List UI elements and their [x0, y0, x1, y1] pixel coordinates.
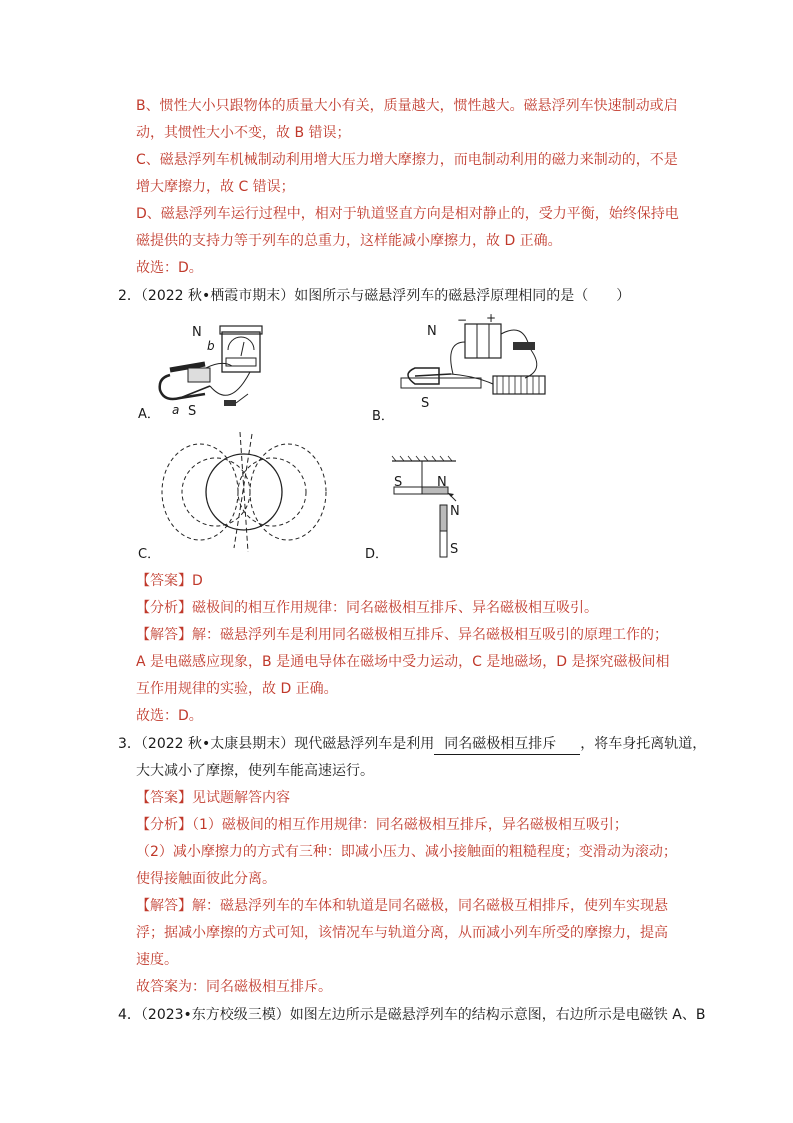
- q3-analysis-line-2: （2）减小摩擦力的方式有三种：即减小压力、减小接触面的粗糙程度；变滑动为滚动；: [136, 844, 677, 860]
- answer-tag: 【答案】: [136, 573, 192, 589]
- q3-stem-pre: 3．（2022 秋•太康县期末）现代磁悬浮列车是利用: [118, 736, 435, 752]
- question-2-stem: 2．（2022 秋•栖霞市期末）如图所示与磁悬浮列车的磁悬浮原理相同的是（ ）: [118, 288, 631, 304]
- question-3-stem-line-2: 大大减小了摩擦，使列车能高速运行。: [136, 763, 374, 779]
- answer-tag: 【答案】: [136, 790, 192, 806]
- analysis-tag: 【分析】: [136, 600, 192, 616]
- answer-value: 见试题解答内容: [192, 790, 290, 806]
- solution-text: 解：磁悬浮列车的车体和轨道是同名磁极，同名磁极互相排斥，使列车实现悬: [192, 898, 668, 914]
- question-3-stem: [118, 734, 706, 755]
- analysis-tag: 【分析】: [136, 817, 192, 833]
- q2-solution-line-3: 互作用规律的实验，故 D 正确。: [136, 681, 338, 697]
- figure-a-label-b: b: [207, 339, 215, 353]
- figure-b-plus: +: [486, 311, 497, 325]
- figure-d-bottom-n: N: [450, 504, 460, 519]
- figure-a-label-n: N: [192, 325, 202, 340]
- analysis-text: （1）磁极间的相互作用规律：同名磁极相互排斥，异名磁极相互吸引；: [192, 817, 628, 833]
- option-c-label: C．: [138, 547, 161, 562]
- q2-solution-line-2: A 是电磁感应现象，B 是通电导体在磁场中受力运动，C 是地磁场，D 是探究磁极间相: [136, 654, 670, 670]
- q3-solution-line-3: 速度。: [136, 952, 178, 968]
- q3-answer: [136, 788, 290, 808]
- figure-c-earth-magnetic-field: [160, 430, 328, 555]
- option-a-label: A．: [138, 407, 160, 422]
- solution-tag: 【解答】: [136, 898, 192, 914]
- figure-d-top-s: S: [394, 475, 403, 490]
- answer-value: D: [192, 573, 203, 589]
- figure-a-galvanometer-induction: [150, 320, 270, 415]
- q3-blank-answer: 同名磁极相互排斥: [434, 734, 580, 755]
- q3-final-answer: 故答案为：同名磁极相互排斥。: [136, 979, 332, 995]
- solution-text: 解：磁悬浮列车是利用同名磁极相互排斥、异名磁极相互吸引的原理工作的；: [192, 627, 668, 643]
- option-b-label: B．: [372, 409, 394, 424]
- figure-b-label-s: S: [421, 396, 430, 411]
- option-b-line-1: B、惯性大小只跟物体的质量大小有关，质量越大，惯性越大。磁悬浮列车快速制动或启: [136, 98, 678, 114]
- option-c-line-2: 增大摩擦力，故 C 错误；: [136, 179, 295, 195]
- figure-b-motor-principle: [395, 312, 555, 415]
- question-4-stem: 4．（2023•东方校级三模）如图左边所示是磁悬浮列车的结构示意图，右边所示是电磁铁 A、B: [118, 1007, 706, 1023]
- figure-b-minus: −: [457, 313, 468, 327]
- figure-a-label-a: a: [172, 403, 180, 417]
- choose-line-1: 故选：D。: [136, 260, 203, 276]
- figure-d-bottom-s: S: [450, 542, 459, 557]
- option-b-line-2: 动，其惯性大小不变，故 B 错误；: [136, 125, 351, 141]
- q2-analysis: [136, 598, 598, 618]
- analysis-text: 磁极间的相互作用规律：同名磁极相互排斥、异名磁极相互吸引。: [192, 600, 598, 616]
- q3-analysis-line-3: 使得接触面彼此分离。: [136, 871, 276, 887]
- option-d-label: D．: [365, 547, 389, 562]
- q2-answer: [136, 571, 203, 591]
- q2-solution: [136, 625, 668, 645]
- figure-d-top-n: N: [437, 475, 447, 490]
- option-d-line-2: 磁提供的支持力等于列车的总重力，这样能减小摩擦力，故 D 正确。: [136, 233, 562, 249]
- q3-stem-post: ，将车身托离轨道，: [580, 736, 707, 752]
- option-d-line-1: D、磁悬浮列车运行过程中，相对于轨道竖直方向是相对静止的，受力平衡，始终保持电: [136, 206, 679, 222]
- q3-solution: [136, 896, 668, 916]
- q3-solution-line-2: 浮；据减小摩擦的方式可知，该情况车与轨道分离，从而减小列车所受的摩擦力，提高: [136, 925, 668, 941]
- figure-a-label-s: S: [188, 404, 197, 419]
- q3-analysis: [136, 815, 628, 835]
- solution-tag: 【解答】: [136, 627, 192, 643]
- option-c-line-1: C、磁悬浮列车机械制动利用增大压力增大摩擦力，而电制动利用的磁力来制动的，不是: [136, 152, 678, 168]
- figure-b-label-n: N: [427, 324, 437, 339]
- q2-choose: 故选：D。: [136, 708, 203, 724]
